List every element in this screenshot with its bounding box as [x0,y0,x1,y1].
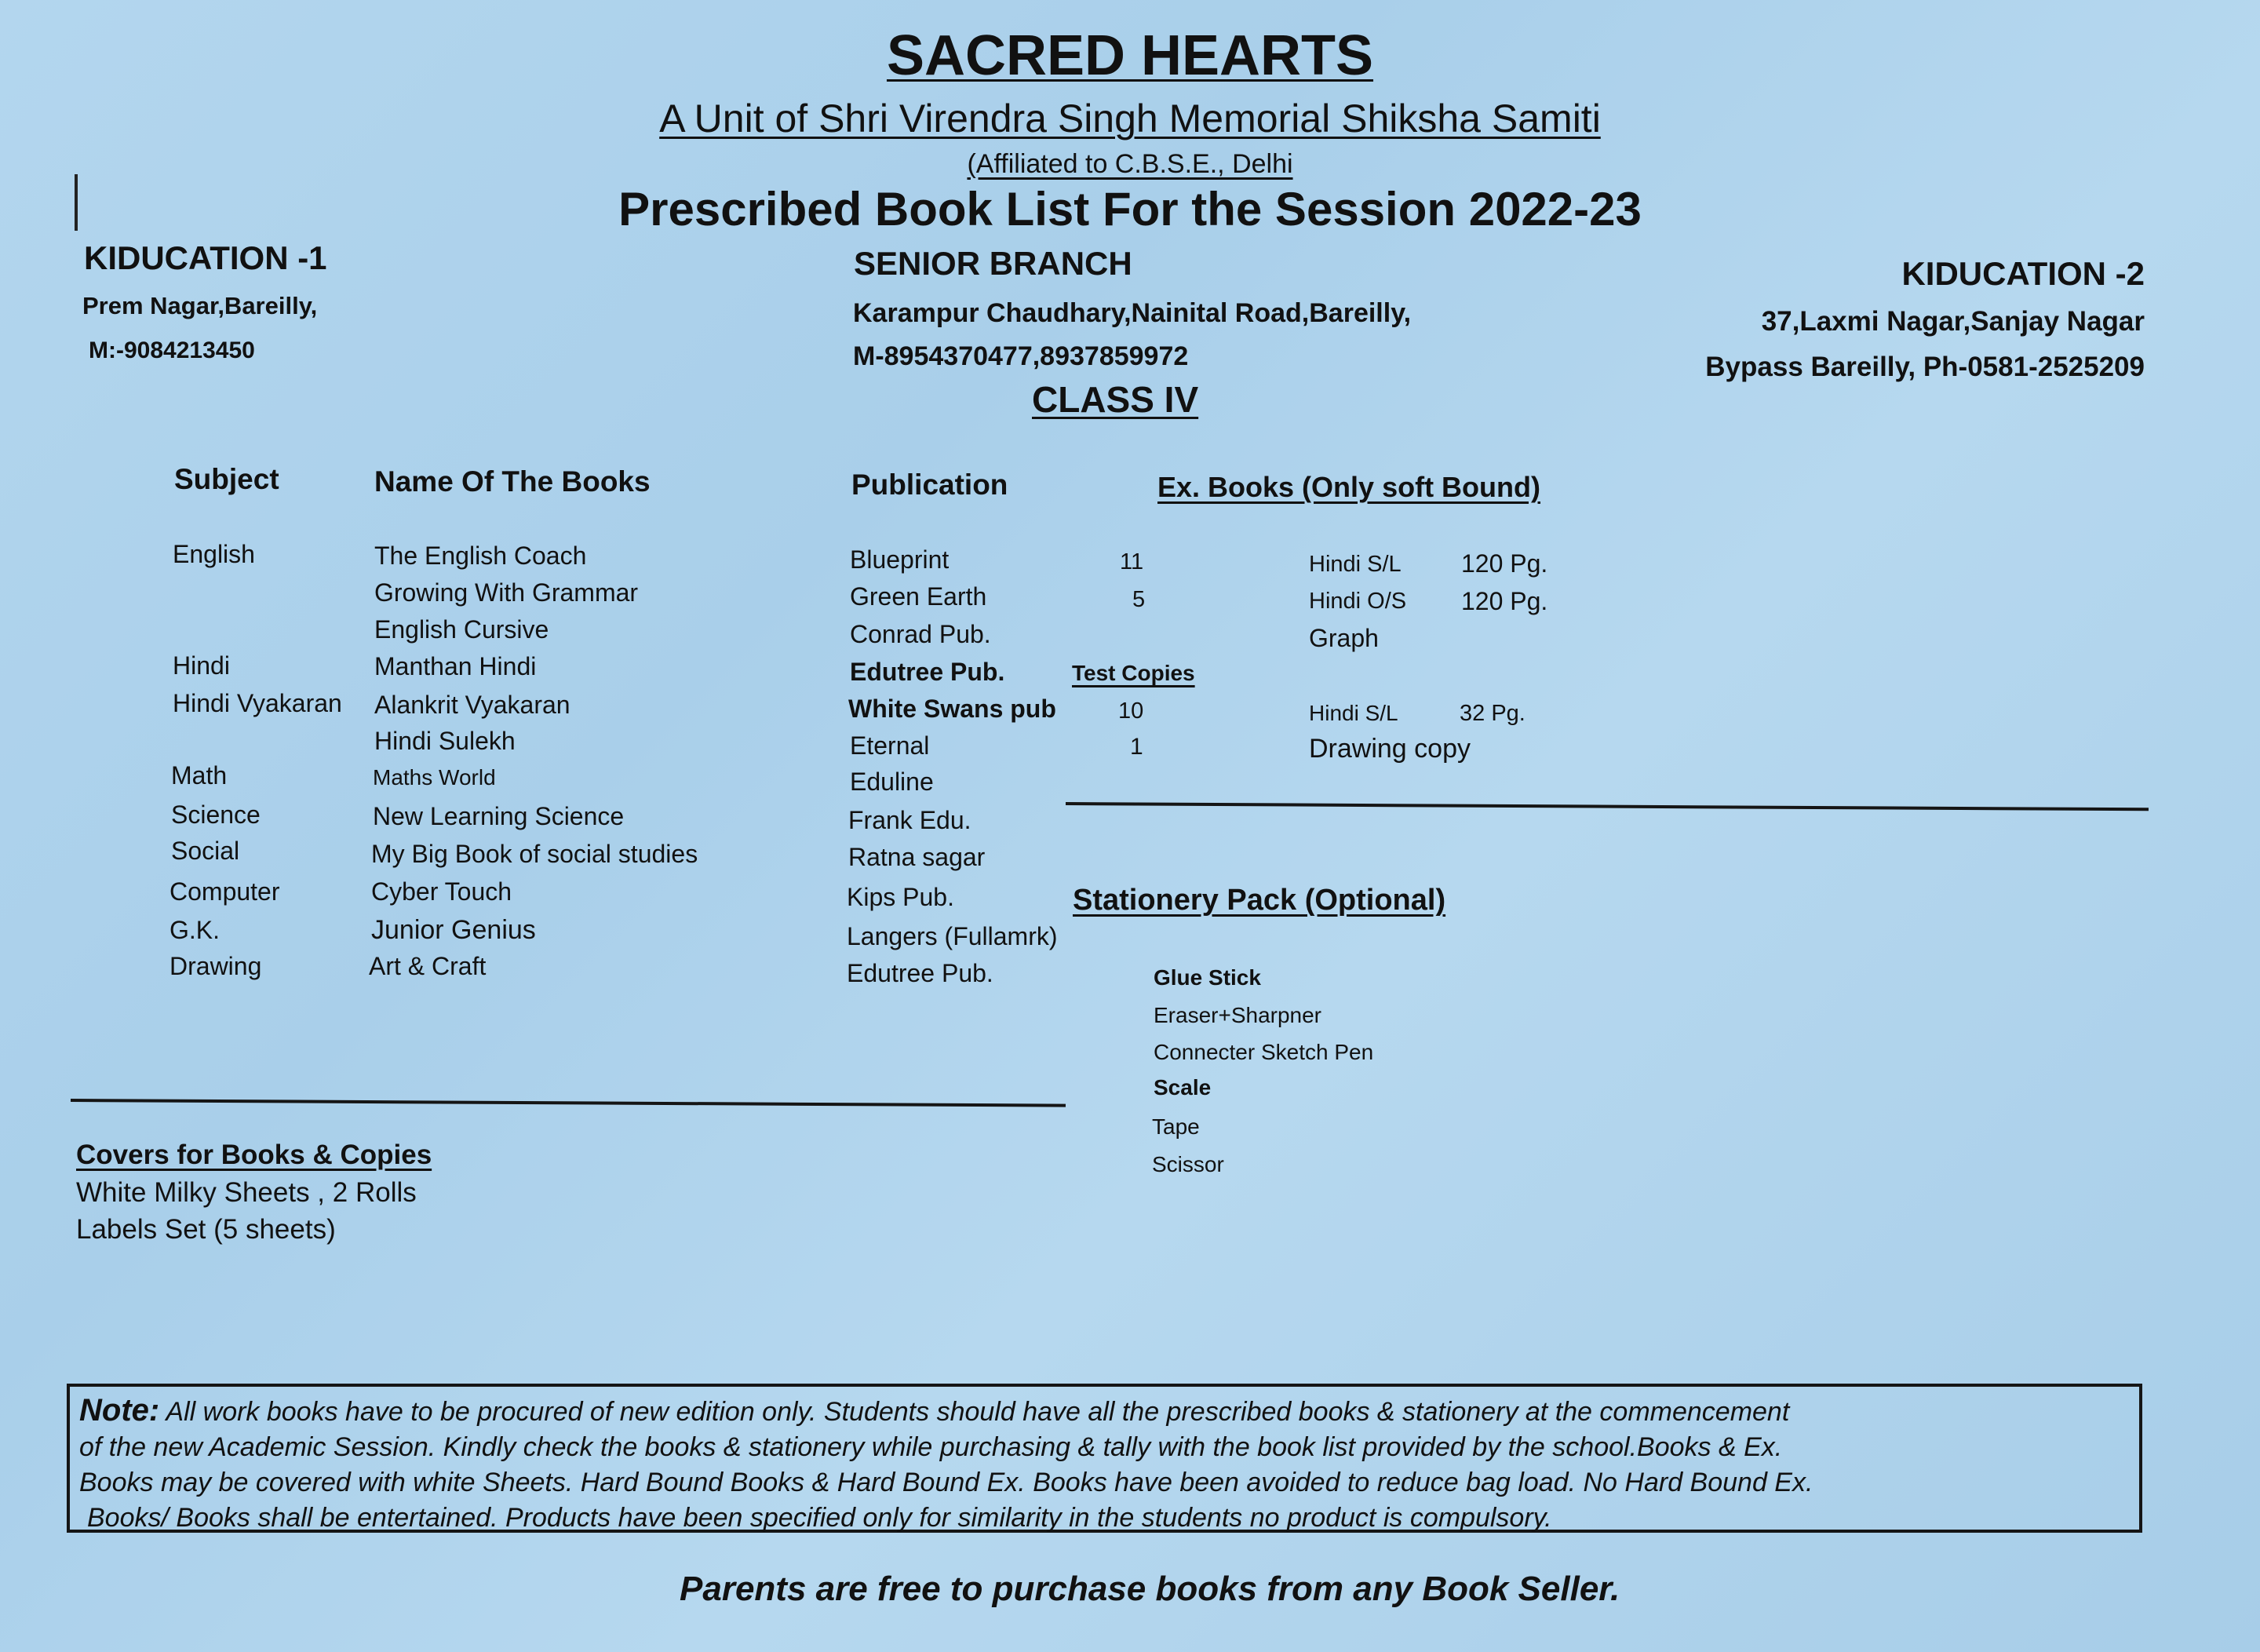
school-unit: A Unit of Shri Virendra Singh Memorial Shiksha Samiti [659,97,1601,140]
branch-center-address: Karampur Chaudhary,Nainital Road,Bareilly, [853,298,1412,328]
ex-book-qty: 11 [1120,549,1144,574]
subject-cell: Computer [170,877,280,906]
ex-book-name: Hindi O/S [1309,589,1407,614]
publication-cell: Eduline [850,768,934,796]
page-title: Prescribed Book List For the Session 2022-23 [618,183,1642,235]
publication-cell: Blueprint [850,545,950,574]
affiliation: (Affiliated to C.B.S.E., Delhi [967,149,1293,179]
header-subject: Subject [174,463,279,495]
test-copy-qty: 10 [1118,698,1144,724]
covers-item: Labels Set (5 sheets) [76,1214,336,1245]
publication-cell: White Swans pub [848,695,1056,723]
ex-book-pages: 120 Pg. [1461,587,1548,615]
test-copy-name: Drawing copy [1309,734,1471,764]
branch-left-address: Prem Nagar,Bareilly, [82,292,318,319]
branch-right-address: 37,Laxmi Nagar,Sanjay Nagar [1761,306,2145,337]
margin-mark [75,174,78,231]
book-cell: Growing With Grammar [374,578,639,607]
footer-note: Parents are free to purchase books from any Book Seller. [680,1570,1620,1608]
subject-cell: Hindi Vyakaran [173,689,342,717]
stationery-item: Tape [1152,1114,1200,1139]
covers-item: White Milky Sheets , 2 Rolls [76,1177,417,1208]
subject-cell: Math [171,761,228,790]
stationery-item: Connecter Sketch Pen [1154,1040,1374,1064]
branch-right-phone: Bypass Bareilly, Ph-0581-2525209 [1705,352,2145,382]
publication-cell: Kips Pub. [847,883,954,911]
publication-cell: Edutree Pub. [850,658,1005,686]
divider-right [1066,802,2149,811]
note-line-4: Books/ Books shall be entertained. Products have been specified only for similarity in the students no product is compulsory. [87,1503,1552,1533]
subject-cell: Social [171,837,240,865]
stationery-item: Eraser+Sharpner [1154,1003,1322,1027]
ex-book-qty: 5 [1132,587,1146,612]
book-cell: New Learning Science [373,802,625,830]
publication-cell: Conrad Pub. [850,620,991,648]
book-cell: The English Coach [374,542,587,570]
subject-cell: Hindi [173,651,230,680]
covers-title: Covers for Books & Copies [76,1140,432,1170]
stationery-item: Glue Stick [1154,965,1261,990]
branch-center-phone: M-8954370477,8937859972 [853,341,1189,371]
book-cell: Alankrit Vyakaran [374,691,570,719]
branch-center-name: SENIOR BRANCH [854,245,1132,282]
header-publication: Publication [851,469,1008,501]
book-cell: Manthan Hindi [374,652,537,680]
stationery-title: Stationery Pack (Optional) [1073,884,1446,917]
branch-right-name: KIDUCATION -2 [1901,255,2145,292]
publication-cell: Edutree Pub. [847,959,993,987]
header-book-name: Name Of The Books [374,465,651,498]
note-line-2: of the new Academic Session. Kindly check the books & stationery while purchasing & tally with the book list provided by the school.Books & Ex. [79,1432,1783,1462]
book-cell: Art & Craft [369,952,487,980]
subject-cell: Drawing [170,952,262,980]
book-cell: My Big Book of social studies [371,840,698,868]
ex-books-title: Ex. Books (Only soft Bound) [1157,471,1541,503]
test-copy-qty: 1 [1130,734,1143,760]
ex-book-name: Graph [1309,624,1379,652]
book-cell: Hindi Sulekh [374,727,516,755]
book-cell: English Cursive [374,615,549,644]
divider-left [71,1099,1066,1107]
ex-book-pages: 120 Pg. [1461,549,1548,578]
subject-cell: G.K. [170,916,221,944]
subject-cell: Science [171,800,261,829]
subject-cell: English [173,540,255,568]
book-cell: Junior Genius [371,915,536,945]
publication-cell: Langers (Fullamrk) [847,922,1058,950]
test-copy-pages: 32 Pg. [1460,701,1526,726]
ex-book-name: Hindi S/L [1309,552,1402,577]
publication-cell: Ratna sagar [848,843,986,871]
publication-cell: Frank Edu. [848,806,971,834]
test-copy-name: Hindi S/L [1309,701,1398,725]
book-cell: Cyber Touch [371,877,512,906]
book-cell: Maths World [373,765,496,790]
note-box [67,1384,2142,1533]
publication-cell: Green Earth [850,582,987,611]
stationery-item: Scale [1154,1075,1212,1100]
school-name: SACRED HEARTS [886,24,1374,87]
branch-left-phone: M:-9084213450 [89,337,255,363]
note-line-1: Note: All work books have to be procured of new edition only. Students should have all the prescribed books & stationery at the commencement [79,1393,1790,1428]
branch-left-name: KIDUCATION -1 [84,239,327,276]
note-label: Note: [79,1393,160,1428]
test-copies-title: Test Copies [1072,661,1195,685]
class-label: CLASS IV [1032,379,1199,420]
note-line-3: Books may be covered with white Sheets. Hard Bound Books & Hard Bound Ex. Books have been avoided to reduce bag load. No Hard Bound Ex. [79,1468,1813,1497]
publication-cell: Eternal [850,731,930,760]
stationery-item: Scissor [1152,1152,1224,1176]
